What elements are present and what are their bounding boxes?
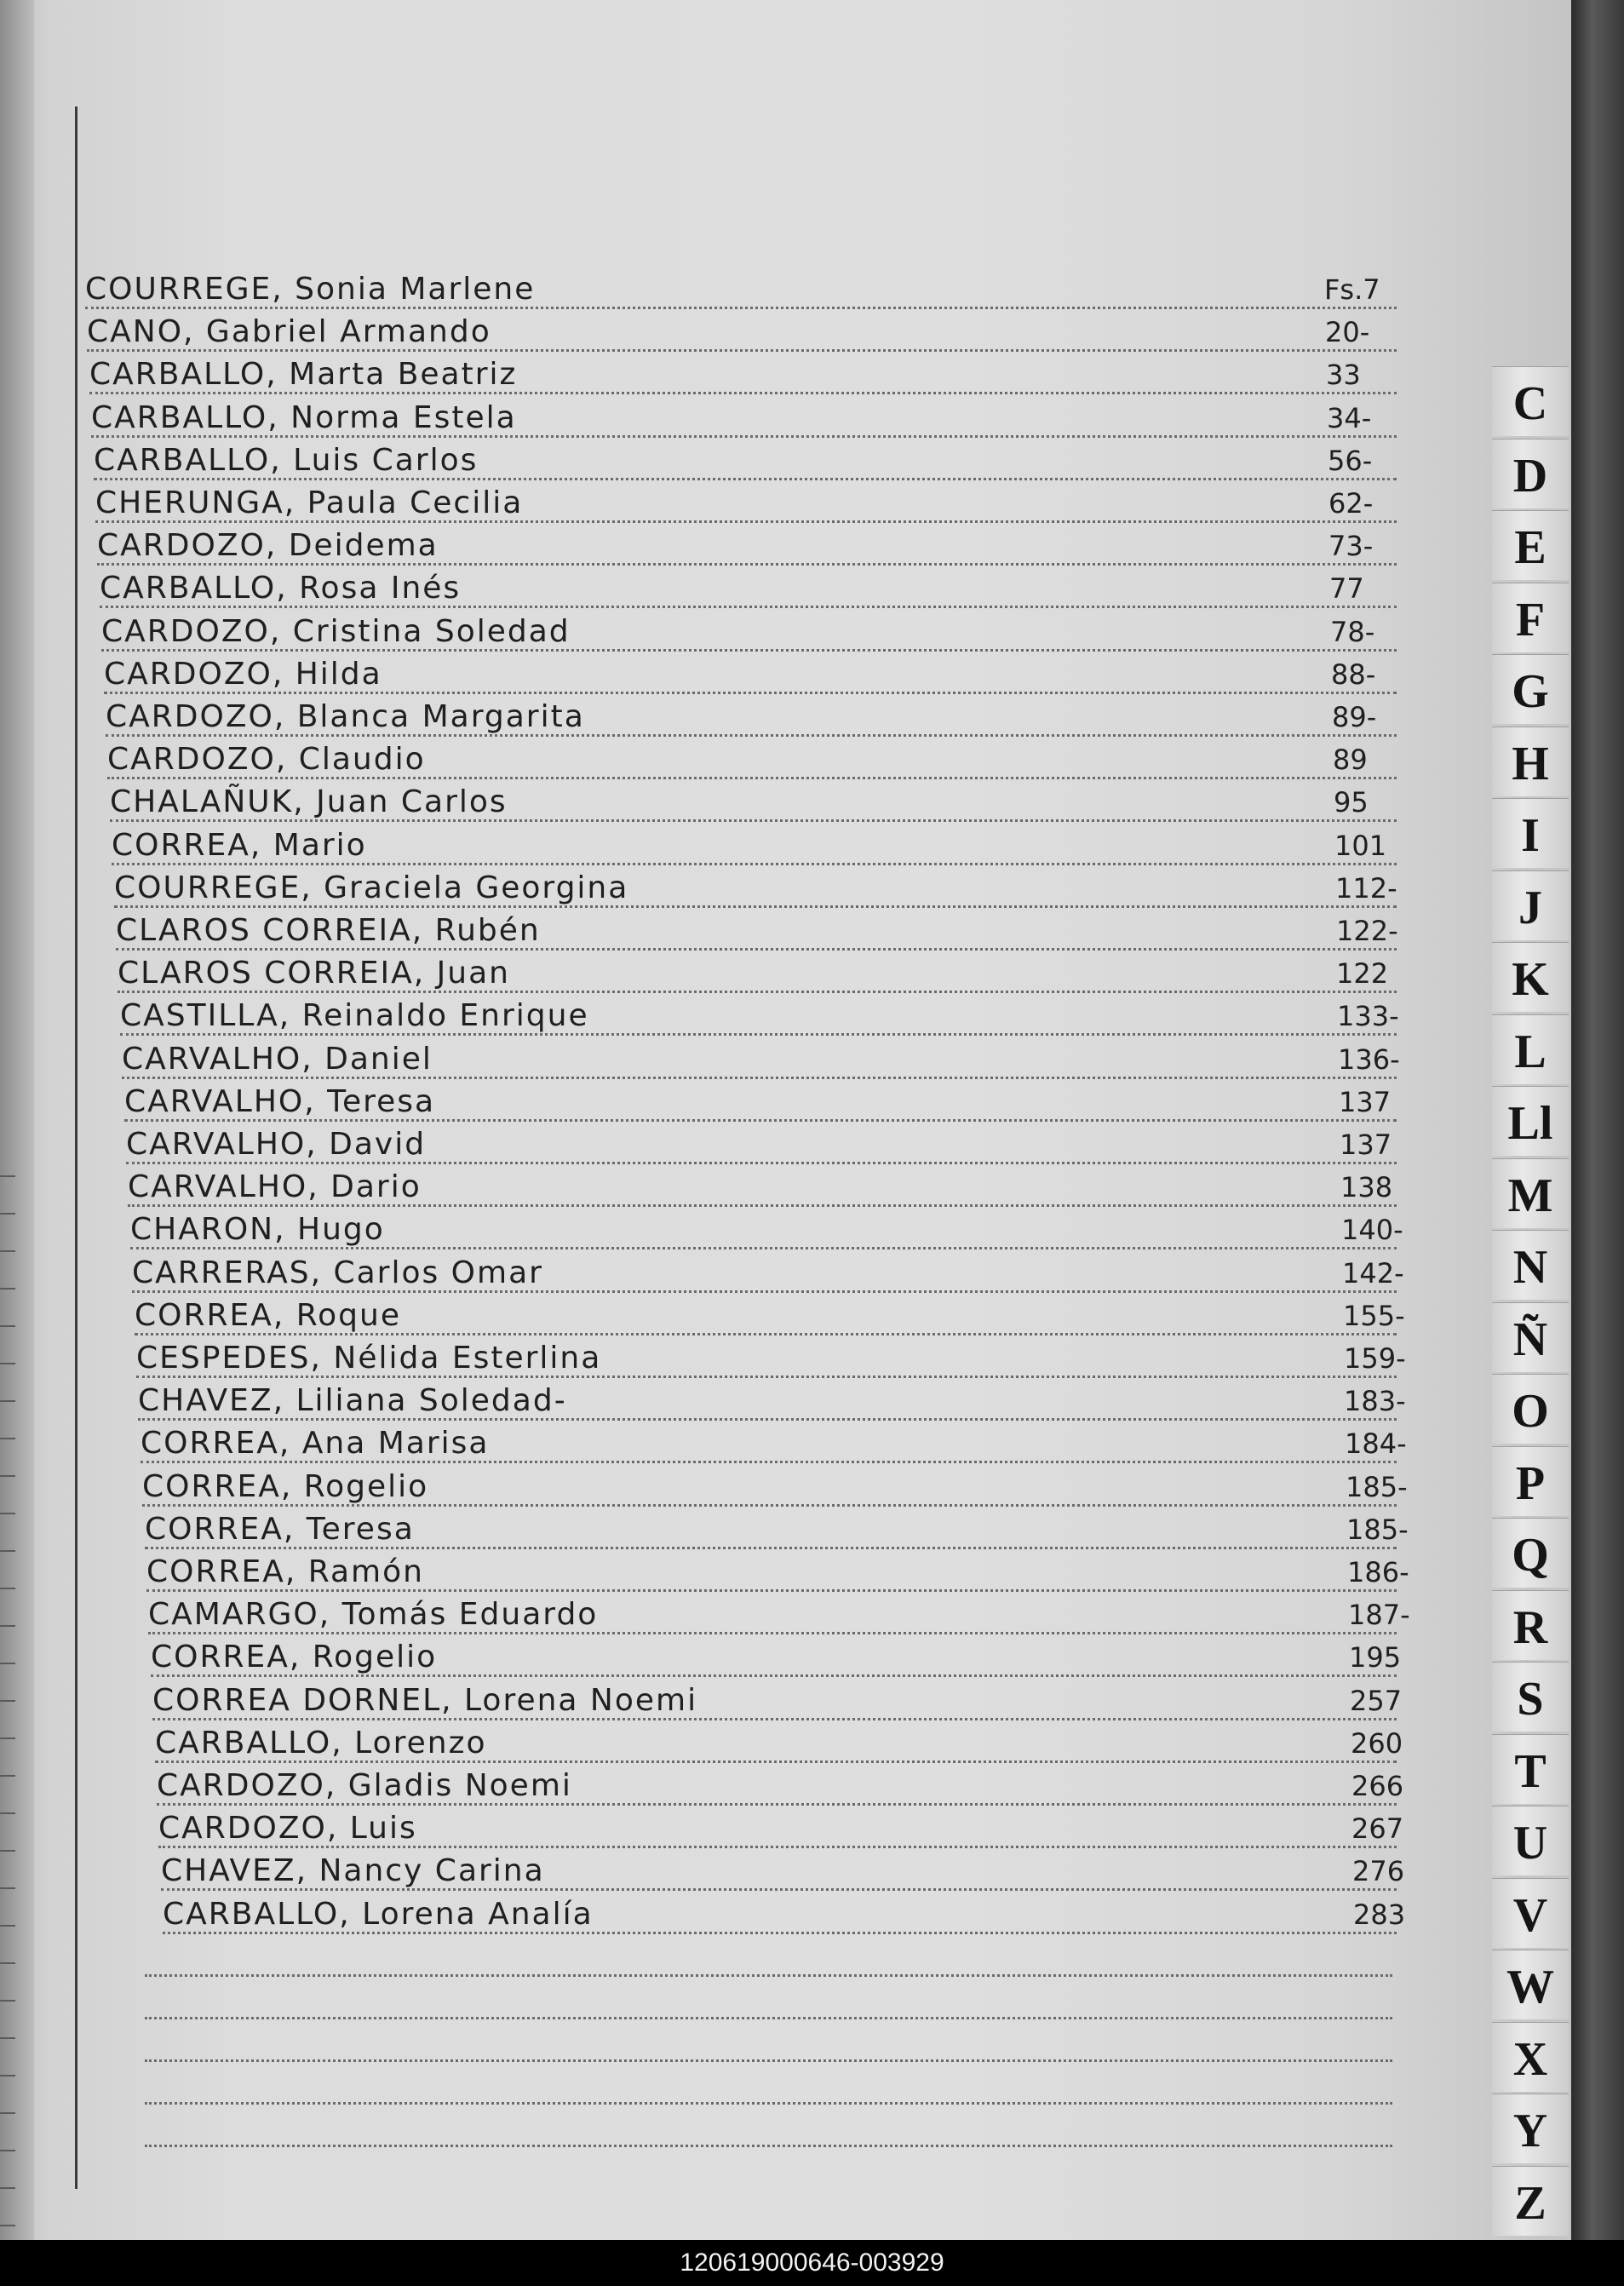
entry-folio: 267 [1351, 1812, 1404, 1845]
ledger-entry [0, 1427, 1571, 1464]
ruled-line [128, 1204, 1397, 1207]
entry-name: CARDOZO, Claudio [107, 742, 426, 777]
ledger-entry [0, 1341, 1571, 1379]
entry-folio: 137 [1339, 1086, 1392, 1118]
empty-ruled-line [0, 2068, 1571, 2105]
entry-name: CORREA DORNEL, Lorena Noemi [152, 1683, 698, 1718]
entry-name: CARBALLO, Lorena Analía [163, 1897, 594, 1932]
entry-name: CARDOZO, Deidema [97, 528, 439, 563]
ledger-entry [0, 1726, 1571, 1764]
entry-folio: 136- [1338, 1043, 1400, 1076]
ledger-entry [0, 914, 1571, 951]
index-tab-letter: Q [1512, 1529, 1549, 1582]
index-tab-letter: C [1512, 377, 1548, 430]
entry-folio: 155- [1343, 1300, 1405, 1332]
entry-name: CAMARGO, Tomás Eduardo [148, 1597, 599, 1632]
entry-name: CORREA, Ana Marisa [141, 1426, 490, 1461]
entry-folio: 88- [1331, 658, 1376, 691]
ruled-line [157, 1803, 1397, 1806]
index-tab-letter: G [1512, 665, 1549, 718]
ruled-line [126, 1162, 1397, 1164]
entry-folio: Fs.7 [1324, 273, 1380, 306]
index-tab[interactable] [1492, 1806, 1569, 1875]
entry-folio: 133- [1337, 1000, 1399, 1032]
index-tab[interactable] [1492, 1230, 1569, 1300]
ruled-line [85, 307, 1397, 309]
index-tab[interactable] [1492, 798, 1569, 868]
entry-name: CARBALLO, Marta Beatriz [89, 357, 518, 392]
entry-name: CARBALLO, Norma Estela [91, 400, 517, 435]
empty-ruled-line [0, 1983, 1571, 2020]
entry-name: CORREA, Roque [135, 1298, 401, 1333]
index-tab-letter: O [1512, 1385, 1549, 1438]
entry-name: CHARON, Hugo [130, 1212, 385, 1247]
index-tab-letter: Z [1514, 2177, 1547, 2230]
ledger-entry [0, 871, 1571, 909]
entry-name: CARDOZO, Luis [158, 1811, 417, 1846]
entry-folio: 260 [1351, 1727, 1403, 1760]
entry-name: CARDOZO, Hilda [104, 657, 382, 692]
ruled-line [95, 520, 1397, 523]
index-tab[interactable] [1492, 1590, 1569, 1660]
ruled-line [148, 1632, 1397, 1634]
index-tab[interactable] [1492, 1518, 1569, 1588]
entry-folio: 185- [1346, 1513, 1409, 1546]
index-tab-letter: I [1521, 809, 1540, 862]
ruled-line [152, 1718, 1397, 1720]
index-tab[interactable] [1492, 2166, 1569, 2236]
entry-folio: 195 [1349, 1641, 1402, 1674]
entry-name: CARVALHO, David [126, 1127, 427, 1162]
index-tab[interactable] [1492, 1662, 1569, 1732]
ruled-line [122, 1077, 1397, 1079]
index-tab-letter: T [1514, 1745, 1547, 1798]
index-tab[interactable] [1492, 727, 1569, 796]
ruled-line [161, 1888, 1397, 1891]
empty-ruled-line [0, 2111, 1571, 2148]
index-tab[interactable] [1492, 942, 1569, 1012]
index-tab-letter: Ll [1507, 1097, 1553, 1150]
ruled-line [87, 349, 1397, 352]
ruled-line [163, 1932, 1397, 1934]
ruled-line [114, 905, 1397, 908]
index-tab-letter: F [1515, 594, 1546, 646]
ledger-entry [0, 615, 1571, 652]
ruled-line [104, 692, 1397, 694]
entry-name: CARDOZO, Gladis Noemi [157, 1768, 572, 1803]
index-tab-letter: E [1514, 521, 1547, 574]
index-tab-letter: S [1517, 1673, 1544, 1726]
ruled-line [145, 2145, 1392, 2147]
ledger-entry [0, 1769, 1571, 1806]
entry-folio: 187- [1348, 1599, 1410, 1631]
entry-folio: 122 [1336, 957, 1389, 990]
entry-name: CASTILLA, Reinaldo Enrique [120, 998, 589, 1033]
ledger-entry [0, 1213, 1571, 1250]
entry-name: COURREGE, Graciela Georgina [114, 870, 629, 905]
ledger-entry [0, 1684, 1571, 1721]
entry-folio: 186- [1347, 1556, 1409, 1588]
ledger-entry [0, 273, 1571, 310]
ledger-entry [0, 1854, 1571, 1892]
ledger-entry [0, 1470, 1571, 1508]
entry-folio: 112- [1335, 872, 1397, 905]
entry-name: CHAVEZ, Nancy Carina [161, 1853, 545, 1888]
ruled-line [120, 1033, 1397, 1036]
index-tab[interactable] [1492, 1158, 1569, 1228]
ruled-line [136, 1376, 1397, 1378]
index-tab[interactable] [1492, 654, 1569, 724]
ruled-line [142, 1504, 1397, 1507]
index-tab[interactable] [1492, 366, 1569, 436]
index-tab-letter: W [1506, 1961, 1554, 2013]
index-tab[interactable] [1492, 510, 1569, 580]
ledger-entry [0, 1598, 1571, 1635]
entry-folio: 142- [1342, 1257, 1404, 1289]
ruled-line [100, 606, 1397, 608]
ledger-entry [0, 1170, 1571, 1208]
index-tab-letter: D [1512, 450, 1548, 503]
index-tab[interactable] [1492, 1374, 1569, 1444]
entry-folio: 56- [1328, 445, 1373, 477]
ruled-line [112, 863, 1397, 865]
entry-folio: 137 [1340, 1129, 1392, 1161]
entry-name: CHAVEZ, Liliana Soledad- [138, 1383, 567, 1418]
entry-folio: 34- [1327, 402, 1372, 434]
index-tab-letter: Y [1512, 2105, 1548, 2157]
entry-folio: 78- [1330, 616, 1375, 648]
index-tab-letter: J [1518, 882, 1542, 934]
ruled-line [145, 1974, 1392, 1977]
ruled-line [94, 478, 1397, 480]
alphabet-index-tabs [1492, 366, 1570, 2230]
entry-folio: 89 [1333, 744, 1368, 776]
entry-folio: 183- [1344, 1385, 1406, 1417]
entry-name: CARBALLO, Lorenzo [155, 1726, 487, 1760]
ruled-line [145, 2017, 1392, 2019]
index-tab[interactable] [1492, 1878, 1569, 1948]
entry-name: CANO, Gabriel Armando [87, 314, 491, 349]
ruled-line [138, 1418, 1397, 1421]
ledger-entry [0, 743, 1571, 780]
entry-name: CESPEDES, Nélida Esterlina [136, 1341, 602, 1376]
ruled-line [135, 1333, 1397, 1335]
ledger-entry [0, 444, 1571, 481]
index-tab[interactable] [1492, 1014, 1569, 1084]
entry-name: COURREGE, Sonia Marlene [85, 272, 536, 307]
ruled-line [110, 819, 1397, 822]
index-tab[interactable] [1492, 439, 1569, 508]
ruled-line [145, 2102, 1392, 2105]
index-tab[interactable] [1492, 1950, 1569, 2019]
index-tab[interactable] [1492, 1446, 1569, 1516]
index-tab-letter: M [1507, 1169, 1553, 1222]
entry-folio: 89- [1332, 701, 1377, 733]
entry-folio: 33 [1326, 359, 1361, 391]
entry-folio: 257 [1350, 1685, 1403, 1717]
entry-name: CARBALLO, Rosa Inés [100, 571, 462, 606]
ruled-line [146, 1589, 1397, 1592]
ruled-line [141, 1461, 1397, 1463]
ruled-line [101, 649, 1397, 652]
ledger-entry [0, 358, 1571, 395]
entry-folio: 185- [1346, 1471, 1408, 1503]
entry-name: CARVALHO, Teresa [124, 1084, 436, 1119]
ruled-line [107, 777, 1397, 779]
empty-ruled-line [0, 2025, 1571, 2063]
entry-folio: 20- [1325, 316, 1370, 348]
ledger-entry [0, 1256, 1571, 1294]
entry-name: CORREA, Teresa [145, 1512, 415, 1547]
ruled-line [89, 392, 1397, 394]
entry-folio: 184- [1345, 1427, 1407, 1460]
ruled-line [118, 991, 1397, 993]
ruled-line [116, 948, 1397, 951]
ledger-entry [0, 1299, 1571, 1336]
ledger-entry [0, 572, 1571, 609]
ledger-entry [0, 1555, 1571, 1593]
entry-folio: 140- [1341, 1214, 1403, 1246]
ruled-line [145, 1547, 1397, 1549]
ledger-entry [0, 700, 1571, 738]
ledger-entry [0, 1513, 1571, 1550]
ledger-entry [0, 658, 1571, 695]
ledger-entry [0, 1898, 1571, 1935]
entry-name: CHALAÑUK, Juan Carlos [110, 784, 508, 819]
entry-folio: 266 [1351, 1770, 1404, 1802]
entry-name: CARBALLO, Luis Carlos [94, 443, 479, 478]
footer-bar [0, 2240, 1624, 2286]
entry-folio: 95 [1334, 786, 1369, 818]
entry-folio: 138 [1340, 1171, 1393, 1203]
entry-name: CARVALHO, Daniel [122, 1042, 433, 1077]
page-stack-edge [1571, 0, 1624, 2240]
ledger-entry [0, 999, 1571, 1037]
ruled-line [155, 1760, 1397, 1763]
entry-folio: 101 [1334, 830, 1387, 862]
entry-folio: 122- [1336, 915, 1398, 947]
entry-name: CARRERAS, Carlos Omar [132, 1255, 543, 1290]
index-tab[interactable] [1492, 1302, 1569, 1372]
ruled-line [151, 1674, 1397, 1677]
index-tab[interactable] [1492, 1734, 1569, 1804]
index-tab-letter: V [1512, 1889, 1548, 1942]
ledger-entry [0, 486, 1571, 524]
ruled-line [91, 435, 1397, 438]
ledger-entry [0, 1384, 1571, 1422]
entry-folio: 73- [1328, 530, 1374, 562]
ruled-line [130, 1247, 1397, 1249]
entry-name: CHERUNGA, Paula Cecilia [95, 485, 524, 520]
index-tab[interactable] [1492, 583, 1569, 652]
entry-name: CARDOZO, Blanca Margarita [106, 699, 585, 734]
index-tab[interactable] [1492, 2022, 1569, 2092]
ledger-entry [0, 1128, 1571, 1165]
ledger-entry [0, 1085, 1571, 1123]
entry-name: CORREA, Rogelio [151, 1640, 438, 1674]
ruled-line [132, 1290, 1397, 1293]
ruled-line [158, 1846, 1397, 1848]
index-tab-letter: H [1512, 738, 1549, 790]
index-tab-letter: K [1512, 953, 1549, 1006]
ledger-entry [0, 1812, 1571, 1849]
index-tab[interactable] [1492, 1086, 1569, 1156]
entry-folio: 159- [1344, 1342, 1406, 1375]
index-tab-letter: P [1515, 1457, 1546, 1510]
index-tab-letter: L [1514, 1025, 1547, 1078]
entry-name: CARVALHO, Dario [128, 1169, 422, 1204]
ruled-line [145, 2059, 1392, 2062]
ledger-entry [0, 956, 1571, 994]
entry-name: CARDOZO, Cristina Soledad [101, 614, 571, 649]
entry-name: CORREA, Mario [112, 828, 367, 863]
ruled-line [124, 1119, 1397, 1122]
entry-name: CLAROS CORREIA, Juan [118, 956, 510, 991]
empty-ruled-line [0, 1940, 1571, 1978]
index-tab-letter: U [1512, 1817, 1548, 1870]
index-tab[interactable] [1492, 870, 1569, 940]
entry-name: CLAROS CORREIA, Rubén [116, 913, 541, 948]
entry-name: CORREA, Rogelio [142, 1469, 429, 1504]
index-tab-letter: N [1512, 1241, 1548, 1294]
document-id: 120619000646-003929 [680, 2249, 944, 2277]
entry-folio: 283 [1353, 1898, 1406, 1931]
ledger-entry [0, 1042, 1571, 1080]
entry-folio: 276 [1352, 1855, 1405, 1887]
index-tab-letter: R [1512, 1601, 1548, 1654]
ruled-line [97, 563, 1397, 566]
ledger-entry [0, 785, 1571, 823]
index-tab[interactable] [1492, 2094, 1569, 2163]
ledger-entry [0, 1640, 1571, 1678]
ledger-entry [0, 315, 1571, 353]
index-tab-letter: X [1512, 2033, 1548, 2086]
ruled-line [106, 734, 1397, 737]
index-tab-letter: Ñ [1512, 1313, 1548, 1366]
entry-name: CORREA, Ramón [146, 1554, 424, 1589]
entry-folio: 62- [1328, 487, 1374, 520]
ledger-entry [0, 401, 1571, 439]
ledger-entry [0, 829, 1571, 866]
entry-folio: 77 [1329, 572, 1364, 605]
ledger-entry [0, 529, 1571, 566]
